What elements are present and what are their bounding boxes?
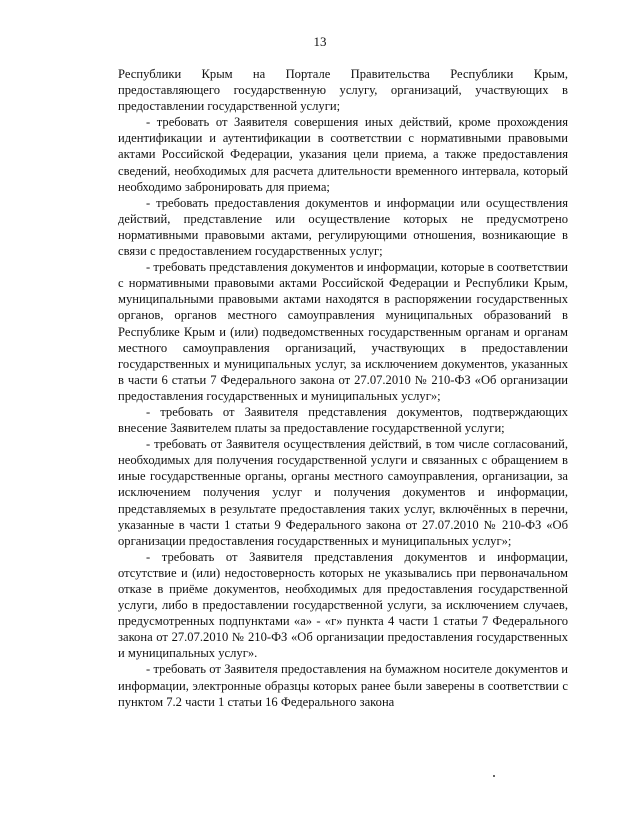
paragraph-requirement-paper-copies: - требовать от Заявителя предоставления на бумажном носителе документов и информации, электронные образцы которых ранее были заверены в соответствии с пунктом 7.2 части 1 статьи 16 Федерального закона <box>118 662 568 709</box>
paragraph-continuation: Республики Крым на Портале Правительства Республики Крым, предоставляющего государственную услугу, организаций, участвующих в предоставлении государственной услуги; <box>118 67 568 114</box>
document-body <box>118 66 568 710</box>
paragraph-requirement-extra-documents: - требовать предоставления документов и информации или осуществления действий, представление или осуществление которых не предусмотрено нормативными правовыми актами, регулирующими отношения, возникающие в связи с предоставлением государственных услуг; <box>118 195 568 259</box>
paragraph-requirement-missing-documents: - требовать от Заявителя представления документов и информации, отсутствие и (или) недостоверность которых не указывались при первоначальном отказе в приёме документов, необходимых для предоставления государственной услуги, либо в предоставлении государственной услуги, за исключением случаев, предусмотренных подпунктами «а» - «г» пункта 4 части 1 статьи 7 Федерального закона от 27.07.2010 № 210-ФЗ «Об организации предоставления государственных и муниципальных услуг». <box>118 549 568 661</box>
page-number: 13 <box>313 34 327 49</box>
paragraph-requirement-agency-documents: - требовать представления документов и информации, которые в соответствии с нормативными правовыми актами Российской Федерации и Республики Крым, муниципальными правовыми актами находятся в распоряжении государственных органов, органов местного самоуправления муниципальных образований в Республике Крым и (или) подведомственных государственным органам и органам местного самоуправления организаций, участвующих в предоставлении государственных и муниципальных услуг, за исключением документов, указанных в части 6 статьи 7 Федерального закона от 27.07.2010 № 210-ФЗ «Об организации предоставления государственных и муниципальных услуг»; <box>118 260 568 403</box>
paragraph-requirement-identification: - требовать от Заявителя совершения иных действий, кроме прохождения идентификации и аутентификации в соответствии с нормативными правовыми актами Российской Федерации, указания цели приема, а также предоставления сведений, необходимых для расчета длительности временного интервала, который необходимо забронировать для приема; <box>118 115 568 194</box>
paragraph-requirement-payment-proof: - требовать от Заявителя представления документов, подтверждающих внесение Заявителем платы за предоставление государственной услуги; <box>118 404 568 436</box>
scan-speck <box>493 775 495 777</box>
paragraph-requirement-approvals: - требовать от Заявителя осуществления действий, в том числе согласований, необходимых для получения государственной услуги и связанных с обращением в иные государственные органы, органы местного самоуправления, организации, за исключением получения услуг и получения документов и информации, представляемых в результате предоставления таких услуг, включённых в перечни, указанные в части 1 статьи 9 Федерального закона от 27.07.2010 № 210-ФЗ «Об организации предоставления государственных и муниципальных услуг»; <box>118 437 568 548</box>
